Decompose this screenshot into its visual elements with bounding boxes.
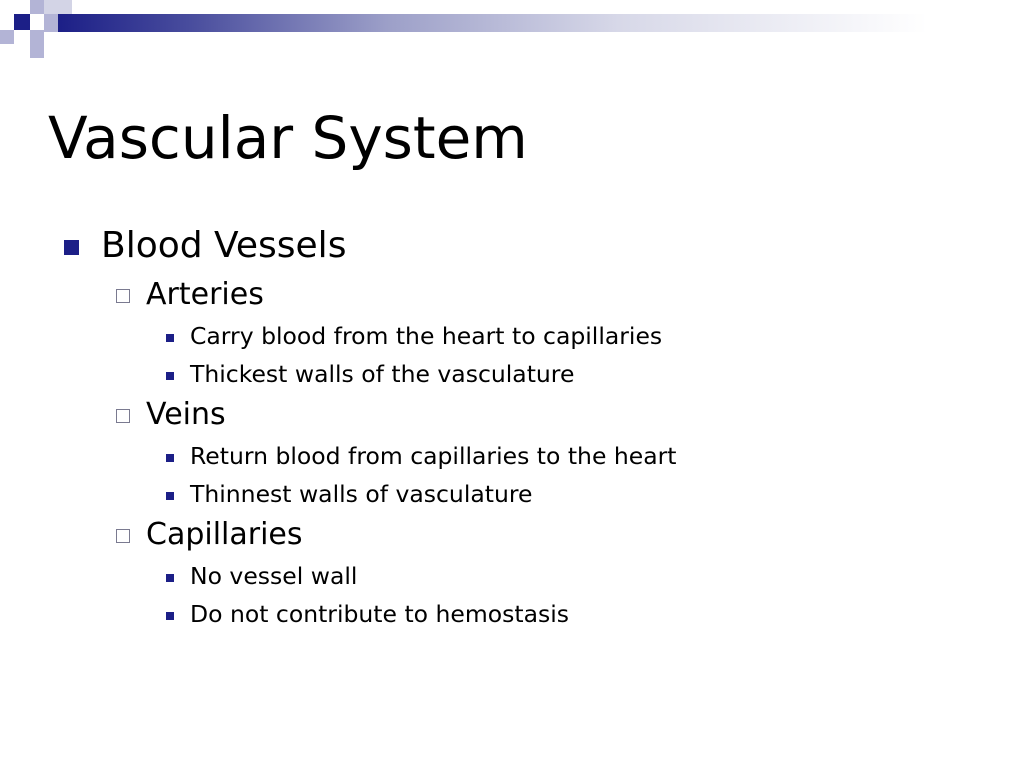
point-veins-1: Return blood from capillaries to the heart bbox=[190, 442, 677, 470]
bullet-box-icon bbox=[116, 409, 130, 423]
point-arteries-1: Carry blood from the heart to capillaries bbox=[190, 322, 663, 350]
bullet-small-square-icon bbox=[166, 574, 174, 582]
section-capillaries: Capillaries bbox=[146, 517, 303, 552]
point-arteries-2: Thickest walls of the vasculature bbox=[190, 360, 575, 388]
bullet-small-square-icon bbox=[166, 492, 174, 500]
bullet-box-icon bbox=[116, 289, 130, 303]
bullet-box-icon bbox=[116, 529, 130, 543]
point-capillaries-1: No vessel wall bbox=[190, 562, 358, 590]
bullet-small-square-icon bbox=[166, 334, 174, 342]
bullet-blood-vessels: Blood Vessels bbox=[101, 225, 347, 266]
point-veins-2: Thinnest walls of vasculature bbox=[190, 480, 533, 508]
bullet-small-square-icon bbox=[166, 612, 174, 620]
point-capillaries-2: Do not contribute to hemostasis bbox=[190, 600, 570, 628]
bullet-small-square-icon bbox=[166, 454, 174, 462]
bullet-square-icon bbox=[64, 240, 79, 255]
section-veins: Veins bbox=[146, 397, 226, 432]
slide-title: Vascular System bbox=[48, 104, 528, 172]
bullet-small-square-icon bbox=[166, 372, 174, 380]
section-arteries: Arteries bbox=[146, 277, 264, 312]
